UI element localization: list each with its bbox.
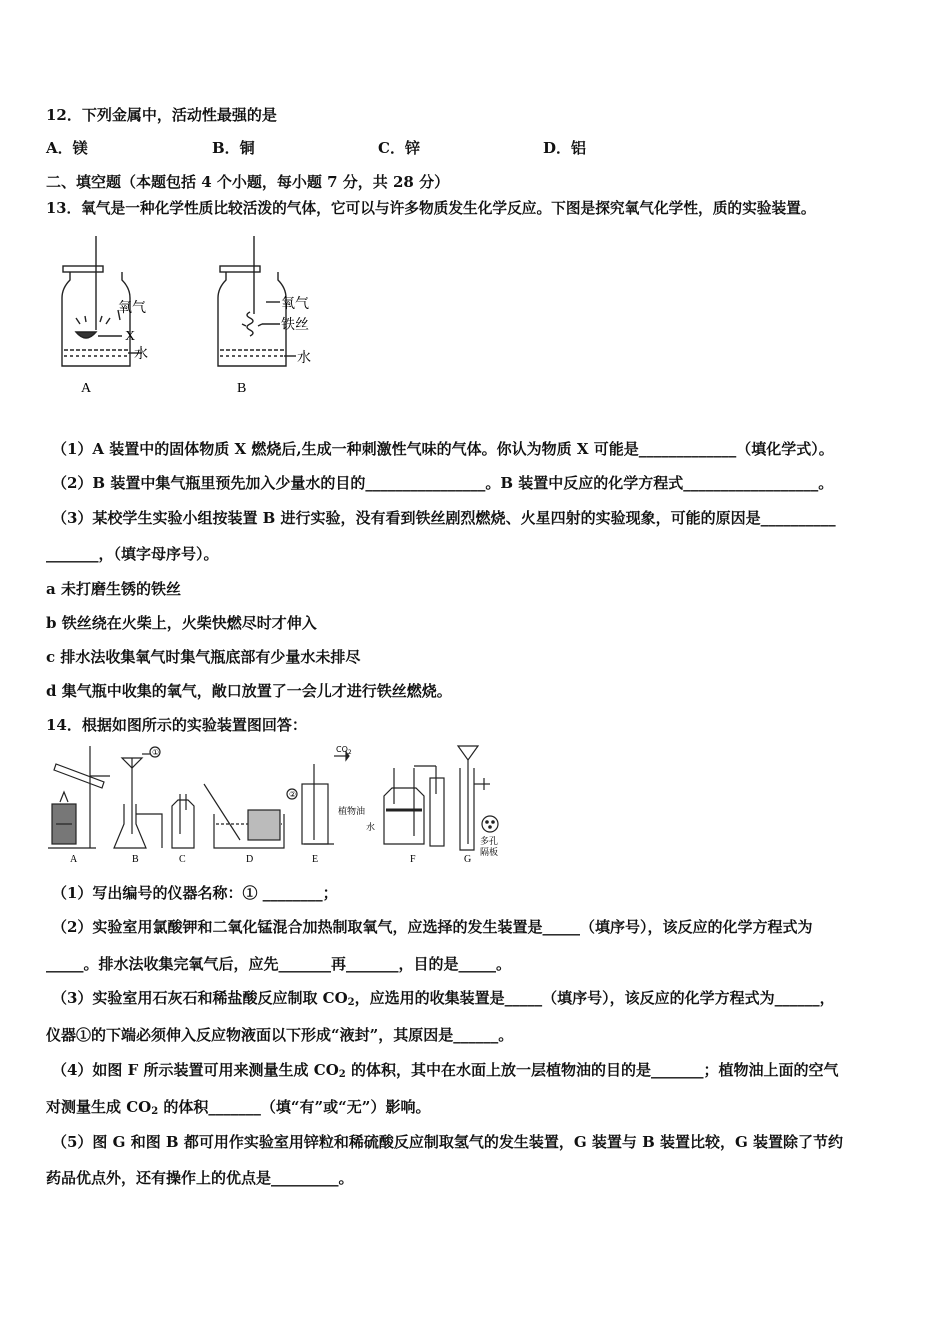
q14-part3-pre: （3）实验室用石灰石和稀盐酸反应制取 CO: [52, 989, 348, 1007]
fig-a-x-label: X: [125, 329, 136, 344]
fig14-oil-label: 植物油: [338, 807, 366, 817]
q14-part4b-pre: 对测量生成 CO: [46, 1098, 152, 1116]
q14-part1: （1）写出编号的仪器名称：① ________；: [52, 884, 338, 902]
fig14-label-b: B: [132, 854, 139, 865]
fig14-label-a: A: [70, 854, 78, 865]
q14-part4-line2: [46, 1096, 430, 1117]
q13-part2: （2）B 装置中集气瓶里预先加入少量水的目的________________。B 装置中反应的化学方程式__________________。: [52, 474, 834, 492]
q14-part4-pre: （4）如图 F 所示装置可用来测量生成 CO: [52, 1061, 339, 1079]
fig-b-caption: B: [237, 381, 247, 396]
section-title: 二、填空题（本题包括 4 个小题，每小题 7 分，共 28 分）: [46, 173, 450, 191]
q14-part2-line1: （2）实验室用氯酸钾和二氧化锰混合加热制取氧气，应选择的发生装置是_____（填序号），该反应的化学方程式为: [52, 918, 813, 936]
q14-part5-line2: 药品优点外，还有操作上的优点是_________。: [46, 1169, 354, 1187]
fig14-label-c: C: [179, 854, 186, 865]
q14-stem: 14．根据如图所示的实验装置图回答：: [46, 716, 307, 734]
q13-part3-line1: （3）某校学生实验小组按装置 B 进行实验，没有看到铁丝剧烈燃烧、火星四射的实验现象，可能的原因是__________: [52, 509, 836, 527]
q12-option-d: D．铝: [543, 139, 587, 157]
apparatus-a-heating: [48, 746, 110, 848]
q14-part4-post: 的体积，其中在水面上放一层植物油的目的是_______；植物油上面的空气: [345, 1061, 839, 1079]
apparatus-c-bottle: [172, 794, 194, 848]
q12-option-c: C．锌: [378, 139, 420, 157]
q13-choice-c: c 排水法收集氧气时集气瓶底部有少量水未排尽: [46, 648, 361, 666]
fig-b-wire-label: 铁丝: [281, 317, 309, 333]
q14-part5-line1: （5）图 G 和图 B 都可用作实验室用锌粒和稀硫酸反应制取氢气的发生装置，G 装置与 B 装置比较，G 装置除了节约: [52, 1133, 844, 1151]
q13-choice-b: b 铁丝绕在火柴上，火柴快燃尽时才伸入: [46, 614, 317, 632]
apparatus-g-kipp: [458, 746, 498, 850]
q13-apparatus-figure: [50, 232, 350, 402]
q13-part1: （1）A 装置中的固体物质 X 燃烧后,生成一种刺激性气味的气体。你认为物质 X 可能是_____________（填化学式）。: [52, 440, 834, 458]
q13-stem: 13．氧气是一种化学性质比较活泼的气体，它可以与许多物质发生化学反应。下图是探究氧气化学性，质的实验装置。: [46, 200, 816, 217]
fig-a-oxygen-label: 氧气: [118, 300, 146, 316]
apparatus-b-flask: [114, 747, 162, 848]
q14-part3-sub: 2: [347, 997, 355, 1008]
fig14-label-d: D: [246, 854, 254, 865]
fig14-label-g: G: [464, 854, 472, 865]
q14-part3-line1: [52, 987, 835, 1008]
fig-a-water-label: 水: [134, 346, 148, 362]
q14-part4-line1: [52, 1059, 838, 1080]
fig14-label-e: E: [312, 854, 319, 865]
q14-part3-line2: 仪器①的下端必须伸入反应物液面以下形成“液封”，其原因是______。: [46, 1026, 514, 1044]
q14-apparatus-figure: [44, 744, 504, 866]
fig14-circle2: ②: [289, 790, 297, 799]
q12-stem: 12．下列金属中，活动性最强的是: [46, 106, 277, 124]
fig14-water-label: 水: [366, 823, 376, 833]
q13-choice-d: d 集气瓶中收集的氧气，敞口放置了一会儿才进行铁丝燃烧。: [46, 682, 452, 700]
q13-choice-a: a 未打磨生锈的铁丝: [46, 580, 181, 598]
fig14-plate-label2: 隔板: [480, 848, 499, 858]
fig14-co2: $CO_2$: [336, 745, 352, 756]
fig14-circle1: ①: [152, 748, 160, 757]
apparatus-d-trough: [204, 784, 284, 848]
q14-part4-sub: 2: [338, 1069, 346, 1080]
fig-b-water-label: 水: [297, 350, 311, 366]
q12-option-a: A．镁: [46, 139, 88, 157]
q14-part3-post: ，应选用的收集装置是_____（填序号），该反应的化学方程式为______，: [354, 989, 835, 1007]
q14-part4b-post: 的体积_______（填“有”或“无”）影响。: [158, 1098, 431, 1116]
fig14-label-f: F: [410, 854, 416, 865]
apparatus-e-collector: [287, 764, 334, 844]
fig-a-caption: A: [81, 381, 92, 396]
fig-b-oxygen-label: 氧气: [281, 296, 309, 312]
fig14-plate-label: 多孔: [480, 837, 499, 847]
apparatus-f-measure: [334, 752, 444, 846]
q12-option-b: B．铜: [212, 139, 255, 157]
q14-part2-line2: _____。排水法收集完氧气后，应先_______再_______，目的是_____。: [46, 955, 512, 973]
q13-part3-line2: _______，（填字母序号）。: [46, 545, 219, 563]
q14-part4b-sub: 2: [151, 1106, 159, 1117]
